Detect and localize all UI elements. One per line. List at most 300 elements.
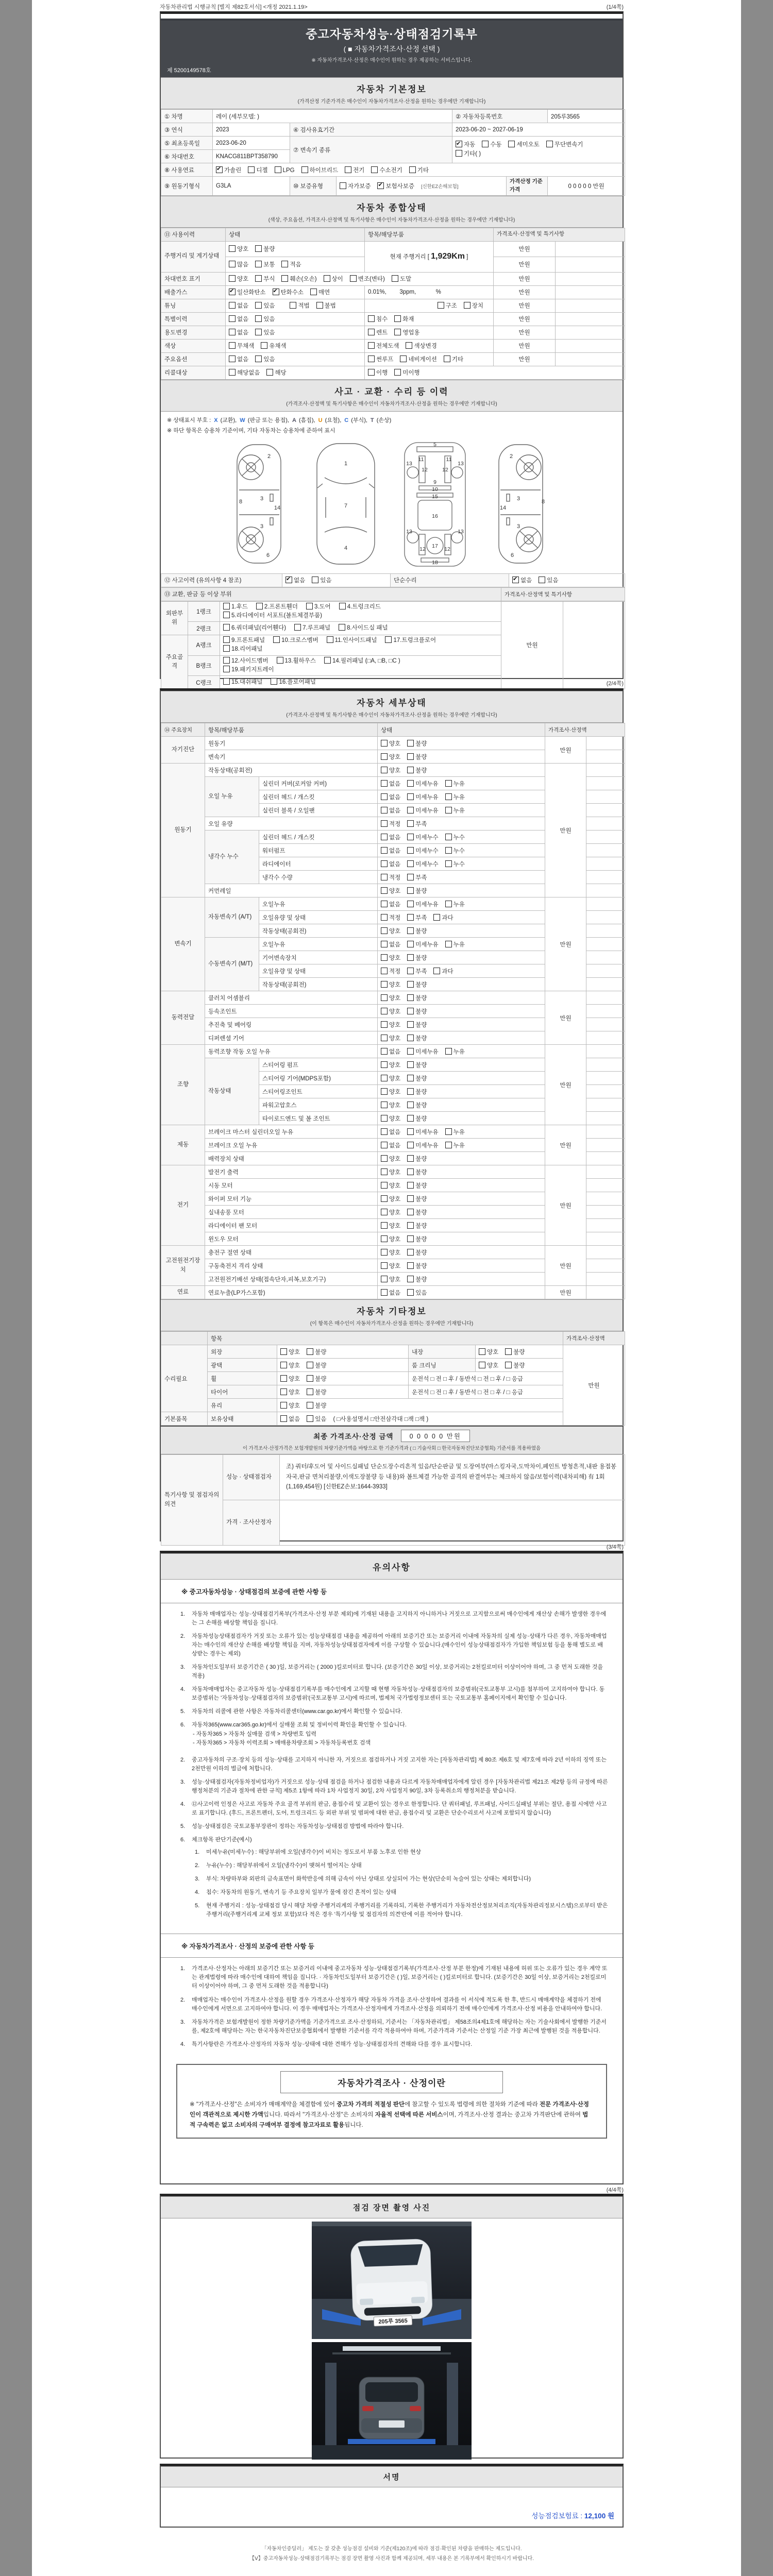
checkbox-icon[interactable] bbox=[281, 261, 288, 267]
checkbox-checked-icon[interactable] bbox=[229, 289, 236, 295]
plain-text: ※ "가격조사·산정"은 소비자가 매매계약을 체결함에 있어 bbox=[190, 2101, 337, 2108]
item-sub-label: 실린더 헤드 / 개스킷 bbox=[259, 831, 378, 844]
option-label: 네비게이션 bbox=[408, 357, 437, 363]
checkbox-option bbox=[381, 1168, 400, 1176]
checkbox-icon[interactable] bbox=[307, 1362, 313, 1368]
checkbox-icon[interactable] bbox=[229, 245, 236, 252]
checkbox-icon[interactable] bbox=[381, 1235, 388, 1242]
checkbox-icon[interactable] bbox=[407, 834, 414, 840]
checkbox-icon[interactable] bbox=[407, 753, 414, 760]
item-sub-label: 스티어링 기어(MDPS포함) bbox=[259, 1072, 378, 1085]
checkbox-icon[interactable] bbox=[307, 1375, 313, 1382]
checkbox-icon[interactable] bbox=[433, 914, 440, 921]
item-sub-label: 오일누유 bbox=[259, 897, 378, 911]
option-label: 15.대쉬패널 bbox=[231, 679, 263, 685]
checkbox-icon[interactable] bbox=[368, 342, 375, 349]
car-name-label: ① 차명 bbox=[161, 110, 213, 123]
remark-cell bbox=[586, 1286, 625, 1299]
state-options bbox=[378, 1286, 545, 1299]
checkbox-option bbox=[407, 1275, 427, 1283]
exchange-label: ⑬ 교환, 판금 등 이상 부위 bbox=[161, 587, 501, 601]
checkbox-icon[interactable] bbox=[394, 315, 401, 322]
checkbox-icon[interactable] bbox=[229, 329, 236, 335]
price-cell: 만원 bbox=[494, 326, 556, 339]
checkbox-checked-icon[interactable] bbox=[512, 577, 519, 583]
checkbox-icon[interactable] bbox=[381, 994, 388, 1001]
checkbox-icon[interactable] bbox=[229, 342, 236, 349]
option-label: 썬루프 bbox=[376, 357, 394, 363]
checkbox-icon[interactable] bbox=[280, 1388, 287, 1395]
pricing-definition-title: 자동차가격조사 · 산정이란 bbox=[280, 2071, 503, 2093]
checkbox-icon[interactable] bbox=[223, 624, 230, 631]
checkbox-option bbox=[407, 1168, 427, 1176]
checkbox-icon[interactable] bbox=[445, 860, 452, 867]
checkbox-icon[interactable] bbox=[479, 1348, 485, 1355]
option-label: 있음 bbox=[320, 578, 332, 584]
checkbox-icon[interactable] bbox=[407, 954, 414, 961]
checkbox-icon[interactable] bbox=[381, 1115, 388, 1122]
checkbox-icon[interactable] bbox=[407, 968, 414, 974]
checkbox-option bbox=[223, 645, 262, 654]
checkbox-icon[interactable] bbox=[445, 847, 452, 854]
checkbox-icon[interactable] bbox=[407, 1168, 414, 1175]
checkbox-icon[interactable] bbox=[381, 914, 388, 921]
checkbox-icon[interactable] bbox=[445, 1128, 452, 1135]
checkbox-icon[interactable] bbox=[368, 329, 375, 335]
svg-text:10: 10 bbox=[432, 486, 438, 493]
checkbox-icon[interactable] bbox=[345, 166, 351, 173]
option-label: 기타 bbox=[417, 167, 429, 174]
checkbox-option bbox=[229, 245, 248, 253]
checkbox-icon[interactable] bbox=[281, 275, 288, 282]
checkbox-icon[interactable] bbox=[381, 753, 388, 760]
checkbox-icon[interactable] bbox=[381, 793, 388, 800]
checkbox-icon[interactable] bbox=[316, 302, 323, 309]
checkbox-icon[interactable] bbox=[546, 141, 553, 147]
checkbox-option bbox=[407, 994, 427, 1002]
item-sub-label: 오일누유 bbox=[259, 938, 378, 951]
checkbox-icon[interactable] bbox=[301, 166, 308, 173]
checkbox-icon[interactable] bbox=[381, 1249, 388, 1256]
checkbox-icon[interactable] bbox=[407, 1008, 414, 1014]
checkbox-icon[interactable] bbox=[381, 1182, 388, 1189]
table-row bbox=[161, 272, 625, 285]
checkbox-icon[interactable] bbox=[433, 968, 440, 974]
checkbox-icon[interactable] bbox=[385, 636, 392, 643]
checkbox-icon[interactable] bbox=[381, 807, 388, 814]
state-options bbox=[378, 804, 545, 817]
checkbox-icon[interactable] bbox=[445, 780, 452, 787]
option-label: 불량 bbox=[315, 1402, 327, 1409]
checkbox-icon[interactable] bbox=[456, 150, 462, 157]
checkbox-icon[interactable] bbox=[223, 657, 230, 664]
mileage-item: 현재 주행거리 [ 1,929Km ] bbox=[365, 241, 494, 272]
checkbox-icon[interactable] bbox=[381, 981, 388, 988]
plain-text: 입니다. 따라서 "가격조사·산정"은 소비자의 bbox=[263, 2111, 375, 2118]
checkbox-icon[interactable] bbox=[280, 1375, 287, 1382]
vin-mark-label: 차대번호 표기 bbox=[161, 272, 226, 285]
checkbox-icon[interactable] bbox=[508, 141, 515, 147]
checkbox-icon[interactable] bbox=[381, 1155, 388, 1162]
checkbox-icon[interactable] bbox=[381, 1195, 388, 1202]
checkbox-icon[interactable] bbox=[307, 1402, 313, 1409]
checkbox-icon[interactable] bbox=[445, 1048, 452, 1055]
checkbox-icon[interactable] bbox=[407, 847, 414, 854]
checkbox-icon[interactable] bbox=[223, 636, 230, 643]
checkbox-icon[interactable] bbox=[307, 1415, 313, 1422]
item-sub-label: 작동상태(공회전) bbox=[259, 978, 378, 991]
checkbox-icon[interactable] bbox=[381, 767, 388, 773]
checkbox-icon[interactable] bbox=[407, 1101, 414, 1108]
checkbox-icon[interactable] bbox=[381, 1289, 388, 1296]
option-label: 무단변속기 bbox=[554, 142, 583, 148]
checkbox-icon[interactable] bbox=[407, 780, 414, 787]
device-label: 제동 bbox=[161, 1125, 205, 1165]
checkbox-checked-icon[interactable] bbox=[456, 141, 462, 147]
license-plate: 205루 3565 bbox=[378, 2317, 408, 2325]
state-options bbox=[378, 1031, 545, 1045]
notice-item bbox=[180, 2040, 608, 2049]
checkbox-icon[interactable] bbox=[444, 355, 450, 362]
checkbox-icon[interactable] bbox=[445, 793, 452, 800]
checkbox-icon[interactable] bbox=[407, 1222, 414, 1229]
checkbox-option bbox=[407, 1088, 427, 1096]
checkbox-icon[interactable] bbox=[438, 302, 444, 309]
checkbox-icon[interactable] bbox=[479, 1362, 485, 1368]
checkbox-icon[interactable] bbox=[407, 1182, 414, 1189]
checkbox-icon[interactable] bbox=[407, 1209, 414, 1215]
checkbox-icon[interactable] bbox=[248, 166, 255, 173]
notice-item bbox=[180, 1610, 608, 1628]
checkbox-icon[interactable] bbox=[407, 807, 414, 814]
option-label: 부족 bbox=[415, 914, 427, 921]
option-label: 누수 bbox=[453, 834, 465, 841]
checkbox-icon[interactable] bbox=[368, 369, 375, 376]
checkbox-icon[interactable] bbox=[464, 302, 470, 309]
checkbox-icon[interactable] bbox=[255, 261, 262, 267]
checkbox-checked-icon[interactable] bbox=[273, 289, 279, 295]
checkbox-icon[interactable] bbox=[294, 624, 301, 631]
option-label: 화재 bbox=[402, 316, 414, 323]
checkbox-icon[interactable] bbox=[407, 901, 414, 907]
vehicle-damage-diagram bbox=[161, 438, 623, 573]
checkbox-icon[interactable] bbox=[407, 1048, 414, 1055]
checkbox-icon[interactable] bbox=[407, 994, 414, 1001]
checkbox-icon[interactable] bbox=[381, 1061, 388, 1068]
state-code-letter: U bbox=[318, 417, 323, 423]
checkbox-icon[interactable] bbox=[407, 1235, 414, 1242]
checkbox-icon[interactable] bbox=[505, 1362, 512, 1368]
checkbox-icon[interactable] bbox=[407, 1155, 414, 1162]
checkbox-icon[interactable] bbox=[229, 275, 236, 282]
checkbox-option bbox=[407, 967, 427, 975]
checkbox-icon[interactable] bbox=[229, 355, 236, 362]
checkbox-icon[interactable] bbox=[381, 1168, 388, 1175]
notice-item bbox=[180, 1632, 608, 1658]
option-label: 불량 bbox=[263, 246, 275, 252]
checkbox-option bbox=[307, 1401, 326, 1410]
checkbox-checked-icon[interactable] bbox=[377, 182, 384, 189]
checkbox-icon[interactable] bbox=[407, 1289, 414, 1296]
checkbox-icon[interactable] bbox=[307, 1388, 313, 1395]
checkbox-icon[interactable] bbox=[350, 275, 357, 282]
checkbox-icon[interactable] bbox=[407, 793, 414, 800]
option-label: 양호 bbox=[389, 981, 401, 988]
checkbox-icon[interactable] bbox=[445, 941, 452, 947]
checkbox-icon[interactable] bbox=[223, 645, 230, 652]
checkbox-icon[interactable] bbox=[392, 275, 398, 282]
checkbox-icon[interactable] bbox=[381, 1276, 388, 1282]
final-price-value: 0 0 0 0 0 만원 bbox=[401, 1430, 470, 1442]
color-change-options bbox=[365, 339, 494, 352]
checkbox-icon[interactable] bbox=[407, 1128, 414, 1135]
checkbox-icon[interactable] bbox=[445, 901, 452, 907]
checkbox-icon[interactable] bbox=[324, 657, 331, 664]
checkbox-icon[interactable] bbox=[381, 1035, 388, 1041]
option-label: 불량 bbox=[415, 1115, 427, 1122]
checkbox-icon[interactable] bbox=[482, 141, 489, 147]
checkbox-icon[interactable] bbox=[407, 1276, 414, 1282]
checkbox-icon[interactable] bbox=[407, 1021, 414, 1028]
checkbox-icon[interactable] bbox=[381, 847, 388, 854]
checkbox-icon[interactable] bbox=[394, 329, 401, 335]
checkbox-icon[interactable] bbox=[223, 666, 230, 672]
checkbox-icon[interactable] bbox=[539, 577, 545, 583]
checkbox-icon[interactable] bbox=[407, 860, 414, 867]
base-price-label: 가격산정 기준가격 bbox=[507, 177, 548, 196]
table-row bbox=[161, 1455, 625, 1500]
checkbox-icon[interactable] bbox=[223, 612, 230, 618]
checkbox-icon[interactable] bbox=[381, 927, 388, 934]
checkbox-icon[interactable] bbox=[381, 834, 388, 840]
checkbox-icon[interactable] bbox=[280, 1348, 287, 1355]
checkbox-icon[interactable] bbox=[407, 1142, 414, 1148]
checkbox-icon[interactable] bbox=[277, 657, 283, 664]
checkbox-icon[interactable] bbox=[394, 369, 401, 376]
checkbox-icon[interactable] bbox=[255, 302, 262, 309]
checkbox-icon[interactable] bbox=[280, 1362, 287, 1368]
checkbox-icon[interactable] bbox=[381, 1142, 388, 1148]
table-row bbox=[161, 1372, 625, 1385]
checkbox-checked-icon[interactable] bbox=[285, 577, 292, 583]
option-label: 없음 bbox=[389, 901, 401, 908]
checkbox-icon[interactable] bbox=[407, 1075, 414, 1081]
notice-item-number: 4. bbox=[195, 1889, 200, 1896]
checkbox-icon[interactable] bbox=[324, 275, 330, 282]
notice-item-text: 성능·상태점검은 국토교통부장관이 정하는 자동차성능·상태점검 방법에 따라야 합니다. bbox=[192, 1823, 404, 1829]
notice-list-1 bbox=[161, 1603, 623, 1755]
checkbox-icon[interactable] bbox=[445, 834, 452, 840]
checkbox-icon[interactable] bbox=[306, 603, 313, 609]
checkbox-icon[interactable] bbox=[340, 182, 346, 189]
checkbox-icon[interactable] bbox=[381, 1128, 388, 1135]
special-history-label: 특별이력 bbox=[161, 312, 226, 326]
checkbox-icon[interactable] bbox=[273, 636, 280, 643]
option-label: 13.휠하우스 bbox=[284, 657, 316, 664]
checkbox-icon[interactable] bbox=[407, 820, 414, 827]
checkbox-icon[interactable] bbox=[381, 887, 388, 894]
checkbox-icon[interactable] bbox=[255, 275, 262, 282]
document-number: 제 5200149578호 bbox=[167, 67, 211, 74]
checkbox-icon[interactable] bbox=[407, 1249, 414, 1256]
checkbox-option bbox=[290, 301, 309, 310]
checkbox-option bbox=[407, 860, 438, 868]
checkbox-icon[interactable] bbox=[310, 289, 317, 295]
checkbox-icon[interactable] bbox=[255, 329, 262, 335]
notice-list-2 bbox=[161, 1755, 623, 1931]
checkbox-icon[interactable] bbox=[229, 302, 236, 309]
checkbox-icon[interactable] bbox=[445, 807, 452, 814]
checkbox-icon[interactable] bbox=[381, 1075, 388, 1081]
notice-item-text: 가격조사·산정자는 아래의 보증기간 또는 보증거리 이내에 중고자동차 성능·상태점검기록부(가격조사·산정 부분 한정)에 기재된 내용에 허위 또는 오류가 있는 경우 계약 또는 관계법령에 따라 매수인에 대하여 책임을 집니다. · 자동차인도일부터 보증기간은 ( )일, 보증거리는 ( )킬로미터로 합니다. (보증기간은 30일 이상, 보증거리는 2천킬로미터 이상이어야 하며, 그 중 먼저 도래한 것을 적용합니다) bbox=[192, 1965, 608, 1990]
price-cell: 만원 bbox=[545, 897, 586, 991]
checkbox-icon[interactable] bbox=[407, 767, 414, 773]
checkbox-icon[interactable] bbox=[407, 1035, 414, 1041]
checkbox-icon[interactable] bbox=[407, 1088, 414, 1095]
checkbox-icon[interactable] bbox=[339, 603, 346, 609]
notice-item-text: 자동차가격은 보험개발원이 정한 차량기준가액을 기준가격으로 조사·산정하되, 기준서는 「자동차관리법」 제58조의4제1호에 해당하는 자는 기술사회에서 발행한 기준서를, 제2호에 해당하는 자는 한국자동차진단보증협회에서 발행한 기준서를 각각 적용하여야 하며, 기준가격과 기준서는 산정일 기준 가장 최근에 발행된 것을 적용합니다. bbox=[192, 2019, 607, 2034]
checkbox-icon[interactable] bbox=[275, 166, 281, 173]
checkbox-icon[interactable] bbox=[223, 603, 230, 609]
checkbox-option bbox=[266, 368, 286, 377]
checkbox-option bbox=[407, 954, 427, 962]
checkbox-icon[interactable] bbox=[229, 315, 236, 322]
checkbox-option bbox=[407, 900, 438, 908]
checkbox-icon[interactable] bbox=[381, 874, 388, 880]
option-label: 누유 bbox=[453, 901, 465, 908]
checkbox-icon[interactable] bbox=[409, 166, 416, 173]
state-options bbox=[378, 1085, 545, 1098]
checkbox-option bbox=[255, 245, 275, 253]
checkbox-icon[interactable] bbox=[381, 1048, 388, 1055]
checkbox-icon[interactable] bbox=[229, 261, 236, 267]
checkbox-icon[interactable] bbox=[400, 355, 407, 362]
checkbox-icon[interactable] bbox=[381, 954, 388, 961]
checkbox-icon[interactable] bbox=[255, 315, 262, 322]
checkbox-option bbox=[445, 846, 465, 855]
item-label: 고전원전기배선 상태(접속단자,피복,보호기구) bbox=[205, 1273, 378, 1286]
checkbox-icon[interactable] bbox=[407, 981, 414, 988]
checkbox-option bbox=[445, 940, 465, 948]
svg-text:12: 12 bbox=[422, 466, 428, 473]
option-label: 양호 bbox=[389, 1089, 401, 1095]
item-sub-label: 기어변속장치 bbox=[259, 951, 378, 964]
checkbox-icon[interactable] bbox=[381, 1021, 388, 1028]
checkbox-icon[interactable] bbox=[407, 927, 414, 934]
option-label: 양호 bbox=[389, 740, 401, 747]
checkbox-option bbox=[324, 657, 400, 666]
checkbox-option bbox=[381, 1061, 400, 1069]
option-label: 없음 bbox=[389, 1142, 401, 1149]
table-row bbox=[161, 299, 625, 312]
checkbox-icon[interactable] bbox=[280, 1415, 287, 1422]
checkbox-icon[interactable] bbox=[381, 820, 388, 827]
remark-cell bbox=[586, 750, 625, 764]
checkbox-option bbox=[407, 806, 438, 815]
notice-item-text: 부식: 차량하부와 외판의 금속표면이 화학반응에 의해 금속이 아닌 상태로 상실되어 가는 현상(단순히 녹슬어 있는 상태는 제외합니다) bbox=[206, 1876, 531, 1883]
checkbox-icon[interactable] bbox=[229, 369, 236, 376]
checkbox-icon[interactable] bbox=[255, 245, 262, 252]
checkbox-icon[interactable] bbox=[407, 914, 414, 921]
checkbox-icon[interactable] bbox=[312, 577, 318, 583]
final-price-band bbox=[161, 1426, 623, 1454]
checkbox-icon[interactable] bbox=[381, 860, 388, 867]
checkbox-icon[interactable] bbox=[407, 740, 414, 747]
checkbox-icon[interactable] bbox=[368, 315, 375, 322]
checkbox-icon[interactable] bbox=[381, 901, 388, 907]
checkbox-icon[interactable] bbox=[406, 342, 412, 349]
option-label: 불량 bbox=[415, 1089, 427, 1095]
checkbox-icon[interactable] bbox=[255, 355, 262, 362]
first-reg-label: ⑤ 최초등록일 bbox=[161, 137, 213, 150]
checkbox-icon[interactable] bbox=[290, 302, 296, 309]
option-label: 양호 bbox=[389, 995, 401, 1002]
checkbox-icon[interactable] bbox=[407, 874, 414, 880]
remark-cell bbox=[586, 1165, 625, 1179]
checkbox-icon[interactable] bbox=[266, 369, 273, 376]
basic-info-band bbox=[161, 77, 623, 109]
option-label: 없음 bbox=[520, 578, 532, 584]
year-label: ③ 연식 bbox=[161, 123, 213, 137]
checkbox-icon[interactable] bbox=[505, 1348, 512, 1355]
checkbox-icon[interactable] bbox=[407, 887, 414, 894]
checkbox-icon[interactable] bbox=[381, 1209, 388, 1215]
notice-item-text: 자동차 매매업자는 성능·상태점검기록부(가격조사·산정 부분 제외)에 기재된 내용을 고지하지 아니하거나 거짓으로 고지함으로써 매수인에게 재산상 손해가 발생한 경우에는 그 손해를 배상할 책임을 집니다. bbox=[192, 1611, 607, 1626]
remark-cell bbox=[586, 897, 625, 911]
checkbox-icon[interactable] bbox=[381, 1088, 388, 1095]
checkbox-icon[interactable] bbox=[445, 1142, 452, 1148]
checkbox-icon[interactable] bbox=[327, 636, 333, 643]
checkbox-checked-icon[interactable] bbox=[216, 166, 223, 173]
checkbox-icon[interactable] bbox=[381, 1262, 388, 1269]
checkbox-icon[interactable] bbox=[256, 603, 263, 609]
checkbox-icon[interactable] bbox=[407, 1115, 414, 1122]
option-label: 양호 bbox=[389, 767, 401, 774]
table-row bbox=[161, 326, 625, 339]
checkbox-icon[interactable] bbox=[381, 1222, 388, 1229]
option-label: 없음 bbox=[389, 861, 401, 868]
option-label: 불량 bbox=[415, 955, 427, 961]
checkbox-icon[interactable] bbox=[381, 740, 388, 747]
option-label: 적음 bbox=[290, 262, 301, 268]
main-option-label: 주요옵션 bbox=[161, 352, 226, 366]
notice-item bbox=[180, 1707, 608, 1716]
checkbox-icon[interactable] bbox=[371, 166, 378, 173]
checkbox-icon[interactable] bbox=[261, 342, 267, 349]
checkbox-icon[interactable] bbox=[407, 1195, 414, 1202]
checkbox-option bbox=[381, 1222, 400, 1230]
checkbox-icon[interactable] bbox=[381, 968, 388, 974]
checkbox-icon[interactable] bbox=[407, 1262, 414, 1269]
checkbox-icon[interactable] bbox=[381, 780, 388, 787]
checkbox-icon[interactable] bbox=[381, 1101, 388, 1108]
option-label: 렌트 bbox=[376, 330, 388, 336]
option-label: 누유 bbox=[453, 1142, 465, 1149]
checkbox-icon[interactable] bbox=[407, 1061, 414, 1068]
notice-item-number: 2. bbox=[180, 1756, 186, 1763]
checkbox-icon[interactable] bbox=[307, 1348, 313, 1355]
notice-item-text: 자동차365(www.car365.go.kr)에서 실매물 조회 및 정비이력 확인을 확인할 수 있습니다. - 자동차365 > 자동차 실매물 검색 > 차량번호 입력 - 자동차365 > 자동차 이력조회 > 매매용차량조회 > 자동차등록번호 검색 bbox=[192, 1721, 608, 1748]
checkbox-icon[interactable] bbox=[368, 355, 375, 362]
checkbox-icon[interactable] bbox=[381, 1008, 388, 1014]
checkbox-icon[interactable] bbox=[407, 941, 414, 947]
checkbox-icon[interactable] bbox=[381, 941, 388, 947]
checkbox-icon[interactable] bbox=[280, 1402, 287, 1409]
price-cell: 만원 bbox=[545, 991, 586, 1045]
checkbox-option bbox=[407, 779, 438, 788]
notice-item bbox=[180, 1756, 608, 1773]
checkbox-icon[interactable] bbox=[339, 624, 345, 631]
